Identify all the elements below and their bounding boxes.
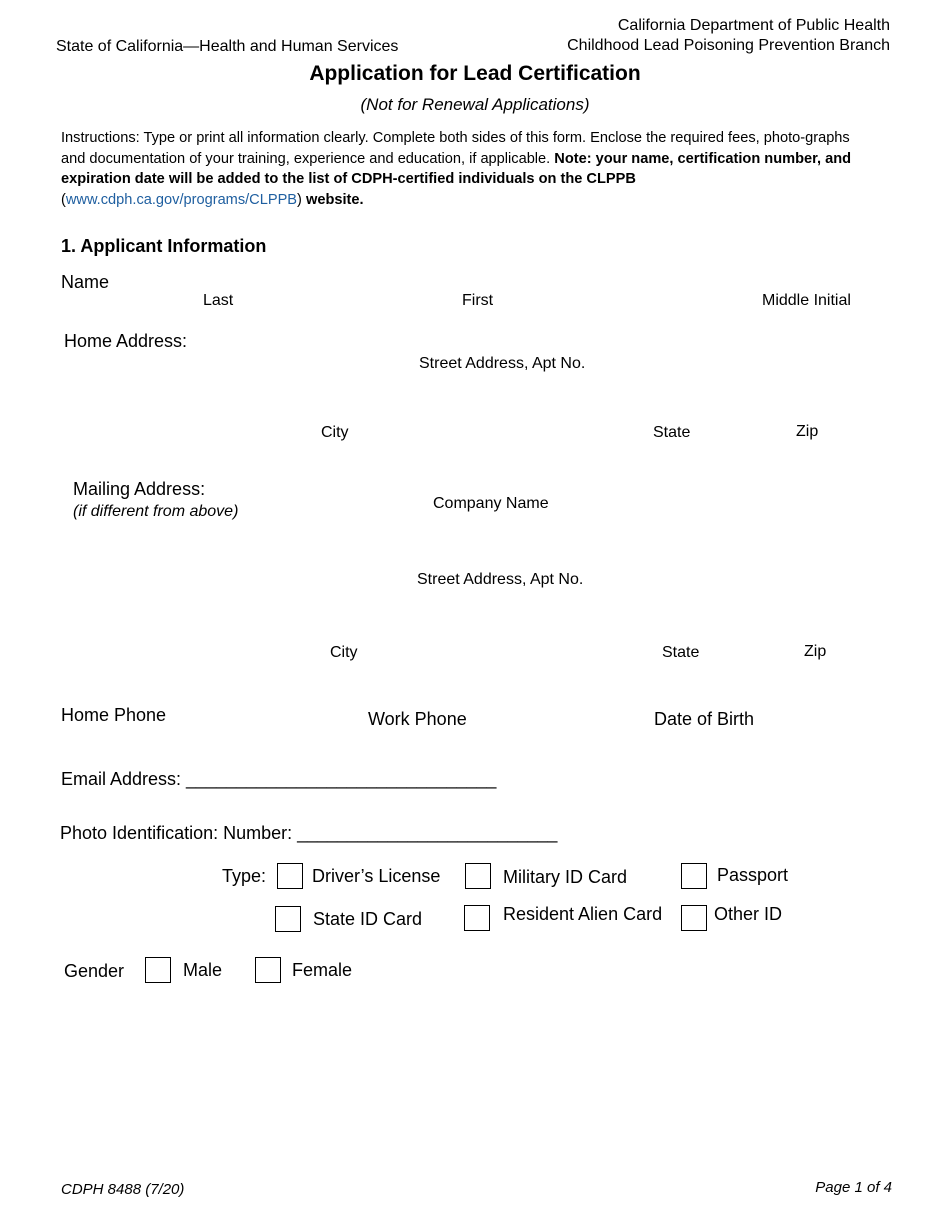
- home-state-caption: State: [653, 424, 691, 441]
- name-first-caption: First: [462, 292, 494, 309]
- military-id-label: Military ID Card: [503, 867, 628, 887]
- section-heading: 1. Applicant Information: [61, 236, 267, 256]
- gender-label: Gender: [64, 961, 125, 981]
- name-middle-caption: Middle Initial: [762, 292, 851, 309]
- page-number: Page 1 of 4: [815, 1179, 892, 1196]
- instructions: Instructions: Type or print all information clearly. Complete both sides of this form. Enclose the required fees, photo-graphs and documentation of your training, experience and education, if applicable. Note: your name, certification number, and expiration date will be added to the list of CDPH-certified individuals on the CLPPB (www.cdph.ca.gov/programs/CLPPB) website.: [61, 130, 852, 208]
- male-checkbox[interactable]: [145, 957, 171, 983]
- state-id-label: State ID Card: [313, 909, 423, 929]
- other-id-label: Other ID: [714, 904, 783, 924]
- female-checkbox[interactable]: [255, 957, 281, 983]
- page-subtitle: (Not for Renewal Applications): [360, 95, 590, 114]
- drivers-license-checkbox[interactable]: [277, 863, 303, 889]
- home-city-caption: City: [321, 424, 349, 441]
- resident-alien-label: Resident Alien Card: [503, 904, 663, 924]
- form-number: CDPH 8488 (7/20): [61, 1181, 185, 1198]
- date-of-birth-label: Date of Birth: [654, 709, 755, 729]
- header-department: California Department of Public Health: [617, 17, 890, 34]
- state-id-checkbox[interactable]: [275, 906, 301, 932]
- home-zip-caption: Zip: [796, 423, 819, 440]
- other-id-checkbox[interactable]: [681, 905, 707, 931]
- mail-company-caption: Company Name: [433, 495, 549, 512]
- photo-id-number-field[interactable]: Photo Identification: Number: __________________________: [60, 823, 558, 843]
- clppb-link[interactable]: www.cdph.ca.gov/programs/CLPPB: [65, 191, 298, 208]
- mailing-address-label: Mailing Address:: [73, 479, 206, 499]
- mail-state-caption: State: [662, 644, 700, 661]
- header-agency: State of California—Health and Human Services: [56, 38, 399, 55]
- passport-label: Passport: [717, 865, 789, 885]
- name-label: Name: [61, 272, 110, 292]
- mailing-address-note: (if different from above): [73, 503, 239, 520]
- female-label: Female: [292, 960, 353, 980]
- military-id-checkbox[interactable]: [465, 863, 491, 889]
- work-phone-label: Work Phone: [368, 709, 467, 729]
- id-type-label: Type:: [222, 866, 267, 886]
- header-branch: Childhood Lead Poisoning Prevention Branch: [567, 37, 890, 54]
- drivers-license-label: Driver’s License: [312, 866, 441, 886]
- page-title: Application for Lead Certification: [309, 62, 641, 85]
- home-phone-label: Home Phone: [61, 705, 167, 725]
- home-street-caption: Street Address, Apt No.: [419, 355, 586, 372]
- resident-alien-checkbox[interactable]: [464, 905, 490, 931]
- name-last-caption: Last: [203, 292, 234, 309]
- mail-city-caption: City: [330, 644, 358, 661]
- mail-street-caption: Street Address, Apt No.: [417, 571, 584, 588]
- mail-zip-caption: Zip: [804, 643, 827, 660]
- passport-checkbox[interactable]: [681, 863, 707, 889]
- home-address-label: Home Address:: [64, 331, 188, 351]
- email-address-field[interactable]: Email Address: _______________________________: [61, 769, 497, 789]
- male-label: Male: [183, 960, 223, 980]
